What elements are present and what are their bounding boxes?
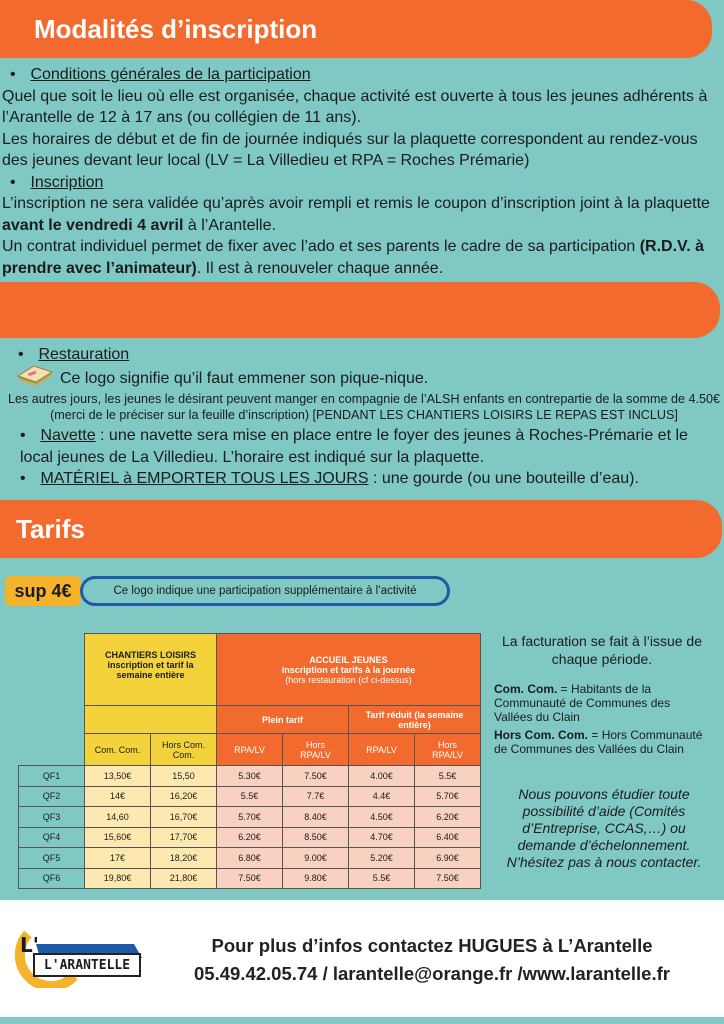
hors-comcom-note [494,728,710,756]
cell: 5.5€ [217,786,283,807]
qf-label: QF2 [19,786,85,807]
cell: 9.80€ [283,868,349,889]
materiel-text: : une gourde (ou une bouteille d’eau). [368,470,639,487]
col-hors-comcom: Hors Com. Com. [151,734,217,766]
navette-label: Navette [40,427,96,444]
accueil-sub: inscription et tarifs à la journée [281,664,416,675]
contact-info [162,932,702,988]
qf-label: QF3 [19,807,85,828]
text: L’inscription ne sera validée qu’après avoir rempli et remis le coupon d’inscription joint à la plaquette [2,195,710,212]
restauration-section [6,344,722,490]
contact-line-2: 05.49.42.05.74 / larantelle@orange.fr /www.larantelle.fr [194,963,670,984]
materiel-item [6,468,722,490]
col-comcom: Com. Com. [85,734,151,766]
bullet: • [20,470,26,487]
accueil-title: ACCUEIL JEUNES [309,654,388,665]
cell: 6.40€ [415,827,481,848]
cell: 18,20€ [151,848,217,869]
qf-label: QF5 [19,848,85,869]
cell: 4.00€ [349,766,415,787]
comcom-note [494,682,710,724]
text: Un contrat individuel permet de fixer avec l’ado et ses parents le cadre de sa participation [2,238,640,255]
tarif-reduit-header: Tarif réduit (la semaine entière) [349,706,481,734]
cell: 21,80€ [151,868,217,889]
empty-corner [19,634,85,766]
qf-label: QF4 [19,827,85,848]
navette-text: : une navette sera mise en place entre le foyer des jeunes à Roches-Prémarie et le local jeunes de La Villedieu. L’horaire est indiqué sur la plaquette. [20,427,688,466]
chantiers-spacer [85,706,217,734]
cell: 6.80€ [217,848,283,869]
bullet: • [20,427,26,444]
plein-tarif-header: Plein tarif [217,706,349,734]
sup-explanation: Ce logo indique une participation supplémentaire à l’activité [80,576,450,606]
facturation-note: La facturation se fait à l’issue de chaque période. [501,633,702,667]
cell: 15,50 [151,766,217,787]
cell: 14,60 [85,807,151,828]
section-banner-empty [0,282,720,338]
cell: 5.20€ [349,848,415,869]
cell: 14€ [85,786,151,807]
cell: 5.70€ [415,786,481,807]
col-hors-rpa-lv: Hors RPA/LV [283,734,349,766]
sup-badge: sup 4€ [5,576,81,606]
tarifs-table [18,633,481,889]
rdv-note: (R.D.V. à prendre avec l’animateur) [2,238,705,277]
cell: 5.30€ [217,766,283,787]
conditions-p2: Les horaires de début et de fin de journée indiqués sur la plaquette correspondent au rendez-vous des jeunes devant leur local (LV = La Villedieu et RPA = Roches Prémarie) [2,130,698,169]
section-title-tarifs [0,500,722,558]
qf-label: QF1 [19,766,85,787]
accueil-header [217,634,481,706]
cell: 7.50€ [415,868,481,889]
chantiers-sub: inscription et tarif la semaine entière [107,660,194,680]
inscription-p1 [2,193,718,236]
other-days-text: Les autres jours, les jeunes le désirant peuvent manger en compagnie de l’ALSH enfants en contrepartie de la somme de 4.50€ (merci de le préciser sur la feuille d’inscription) [PENDANT LES CHANTIERS LOISIRS LE REPAS EST INCLUS] [8,392,720,422]
cell: 8.40€ [283,807,349,828]
section-title-modalites [0,0,712,58]
accueil-note: (hors restauration (cf ci-dessus) [285,674,412,685]
logo-text: L'ARANTELLE [43,958,131,973]
arantelle-logo [14,930,148,988]
cell: 4.4€ [349,786,415,807]
text: à l’Arantelle. [183,216,276,234]
cell: 7.50€ [283,766,349,787]
cell: 16,70€ [151,807,217,828]
logo-letter-l: L' [20,933,39,957]
cell: 6.90€ [415,848,481,869]
table-row [19,766,481,787]
cell: 5.5€ [349,868,415,889]
chantiers-title: CHANTIERS LOISIRS [104,650,196,660]
inscription-heading: Inscription [30,173,104,191]
qf-label: QF6 [19,868,85,889]
cell: 9.00€ [283,848,349,869]
logo-meaning: Ce logo signifie qu’il faut emmener son pique-nique. [60,369,429,387]
deadline: avant le vendredi 4 avril [2,216,184,234]
cell: 15,60€ [85,827,151,848]
bullet: • [10,173,16,191]
comcom-text: = Habitants de la Communauté de Communes des Vallées du Clain [494,682,671,724]
sandwich-icon [16,366,54,388]
table-row [19,868,481,889]
cell: 6.20€ [217,827,283,848]
cell: 5.70€ [217,807,283,828]
cell: 13,50€ [85,766,151,787]
contact-line-1: Pour plus d’infos contactez HUGUES à L’Arantelle [211,935,653,956]
cell: 4.70€ [349,827,415,848]
chantiers-header [85,634,217,706]
inscription-p2 [2,236,718,279]
cell: 5.5€ [415,766,481,787]
table-row [19,807,481,828]
cell: 6.20€ [415,807,481,828]
cell: 7.50€ [217,868,283,889]
conditions-section [2,64,718,279]
cell: 4.50€ [349,807,415,828]
page-title: Modalités d’inscription [34,14,318,44]
restauration-heading: Restauration [38,346,130,363]
table-row [19,848,481,869]
col-rpa-lv: RPA/LV [217,734,283,766]
col-rpa-lv-reduit: RPA/LV [349,734,415,766]
tarifs-title: Tarifs [16,514,85,544]
cell: 7.7€ [283,786,349,807]
conditions-p1: Quel que soit le lieu où elle est organisée, chaque activité est ouverte à tous les jeunes adhérents à l’Arantelle de 12 à 17 ans (ou collégien de 11 ans). [2,87,708,126]
conditions-heading: Conditions générales de la participation [30,66,311,83]
comcom-label: Com. Com. [494,682,558,696]
table-row [19,827,481,848]
table-row [19,786,481,807]
cell: 16,20€ [151,786,217,807]
bullet: • [10,66,16,83]
footer [0,900,724,1017]
cell: 19,80€ [85,868,151,889]
text: . Il est à renouveler chaque année. [196,259,444,277]
bullet: • [18,346,24,363]
hors-text: = Hors Communauté de Communes des Vallées du Clain [494,728,703,756]
cell: 8.50€ [283,827,349,848]
col-hors-rpa-lv-reduit: Hors RPA/LV [415,734,481,766]
hors-label: Hors Com. Com. [494,728,589,742]
aide-note: Nous pouvons étudier toute possibilité d’aide (Comités d’Entreprise, CCAS,…) ou demande d’échelonnement. N’hésitez pas à nous contacter. [506,786,702,870]
materiel-label: MATÉRIEL à EMPORTER TOUS LES JOURS [40,470,369,487]
cell: 17€ [85,848,151,869]
navette-item [6,425,722,468]
cell: 17,70€ [151,827,217,848]
